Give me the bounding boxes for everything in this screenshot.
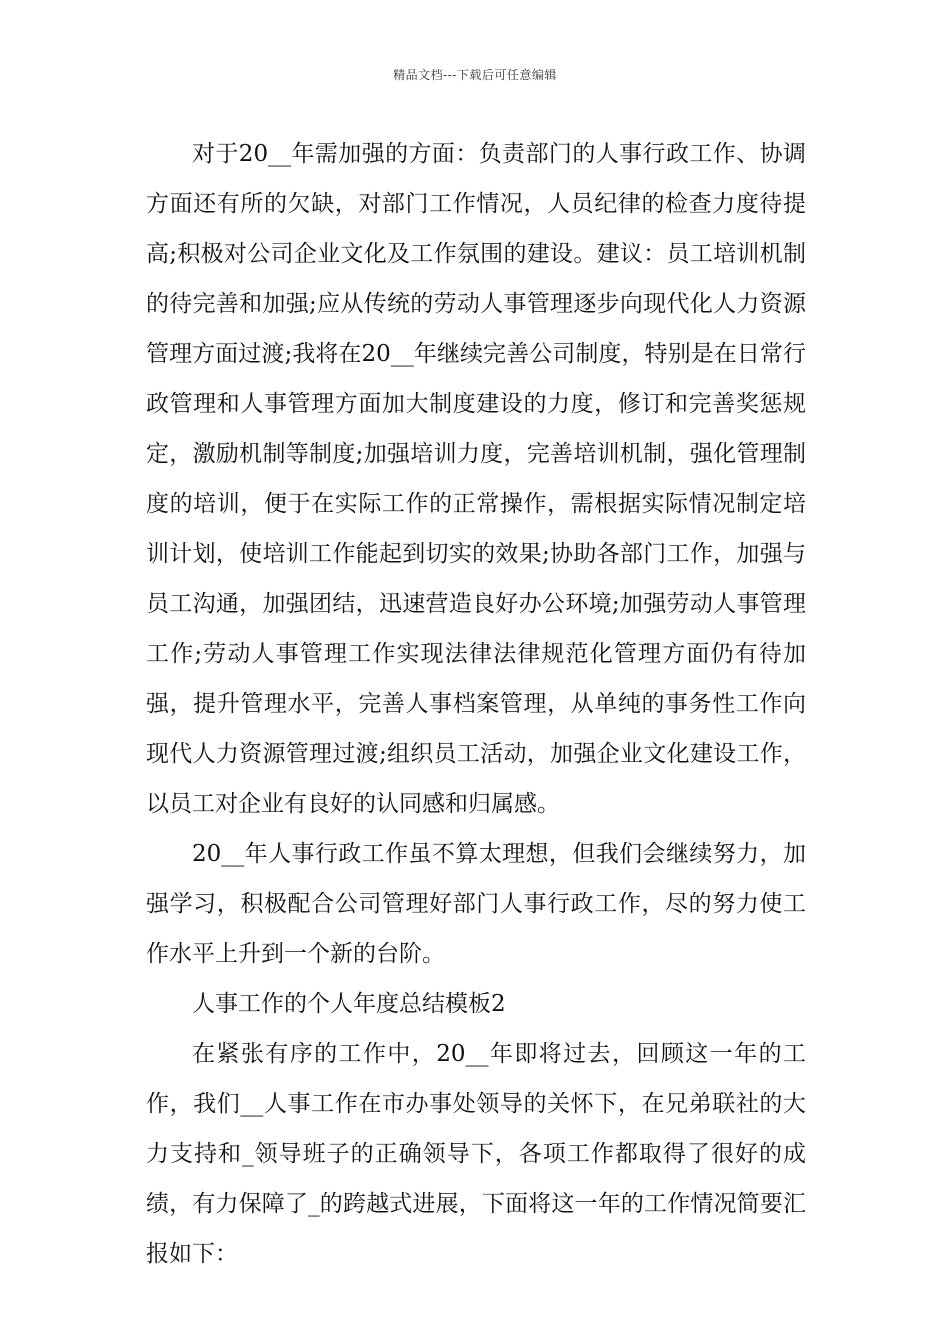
page-header: 精品文档---下载后可任意编辑	[393, 68, 557, 82]
section-title: 人事工作的个人年度总结模板2	[192, 991, 506, 1017]
paragraph-outlook: 20__年人事行政工作虽不算太理想，但我们会继续努力，加强学习，积极配合公司管理好部门人事行政工作，尽的努力使工作水平上升到一个新的台阶。	[146, 841, 806, 967]
paragraph-improvement-areas: 对于20__年需加强的方面：负责部门的人事行政工作、协调方面还有所的欠缺，对部门工作情况，人员纪律的检查力度待提高;积极对公司企业文化及工作氛围的建设。建议：员工培训机制的待完善和加强;应从传统的劳动人事管理逐步向现代化人力资源管理方面过渡;我将在20__年继续完善公司制度，特别是在日常行政管理和人事管理方面加大制度建设的力度，修订和完善奖惩规定，激励机制等制度;加强培训力度，完善培训机制，强化管理制度的培训，便于在实际工作的正常操作，需根据实际情况制定培训计划，使培训工作能起到切实的效果;协助各部门工作，加强与员工沟通，加强团结，迅速营造良好办公环境;加强劳动人事管理工作;劳动人事管理工作实现法律法律规范化管理方面仍有待加强，提升管理水平，完善人事档案管理，从单纯的事务性工作向现代人力资源管理过渡;组织员工活动，加强企业文化建设工作，以员工对企业有良好的认同感和归属感。	[146, 141, 806, 817]
document-body	[146, 129, 806, 1279]
paragraph-intro: 在紧张有序的工作中，20__年即将过去，回顾这一年的工作，我们__人事工作在市办事处领导的关怀下，在兄弟联社的大力支持和_领导班子的正确领导下，各项工作都取得了很好的成绩，有力保障了_的跨越式进展，下面将这一年的工作情况简要汇报如下：	[146, 1041, 806, 1267]
